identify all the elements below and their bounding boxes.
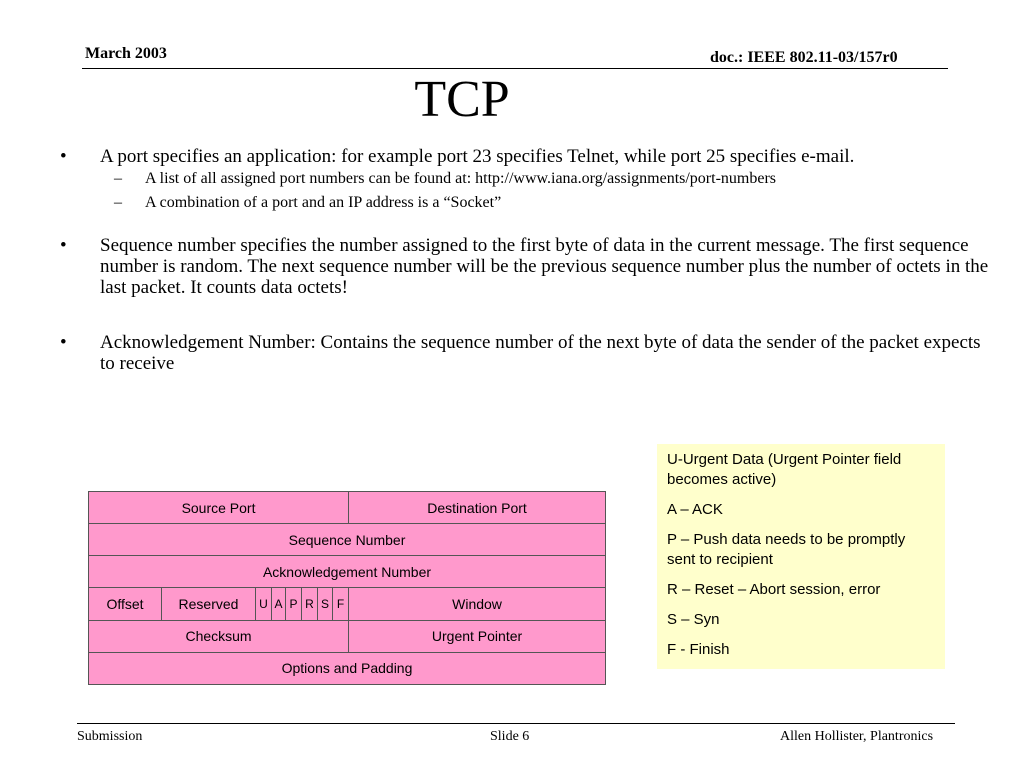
flag-ack: A xyxy=(272,588,286,620)
slide-title: TCP xyxy=(414,71,510,128)
flag-finish: F xyxy=(333,588,349,620)
field-window: Window xyxy=(349,588,606,620)
header-date: March 2003 xyxy=(85,45,167,62)
legend-syn: S – Syn xyxy=(667,611,720,628)
dash-marker: – xyxy=(114,194,122,211)
bullet-marker: • xyxy=(60,146,67,167)
bullet-acknowledgement-number xyxy=(60,332,990,374)
footer-submission: Submission xyxy=(77,729,143,744)
bullet-text: Sequence number specifies the number assigned to the first byte of data in the current message. The first sequence number is random. The next sequence number will be the previous sequence number plus the number of octets in the last packet. It counts data octets! xyxy=(100,235,989,298)
bullet-marker: • xyxy=(60,332,67,353)
sub-bullet-text: A list of all assigned port numbers can be found at: http://www.iana.org/assignments/port-numbers xyxy=(145,170,777,187)
footer-rule xyxy=(77,723,955,724)
legend-finish: F - Finish xyxy=(667,641,730,658)
field-source-port: Source Port xyxy=(89,492,349,524)
bullet-text: Acknowledgement Number: Contains the sequence number of the next byte of data the sender of the packet expects to receive xyxy=(100,332,981,374)
flag-reset: R xyxy=(302,588,318,620)
field-offset: Offset xyxy=(89,588,162,620)
bullet-ports xyxy=(60,146,990,167)
flag-syn: S xyxy=(318,588,333,620)
field-sequence-number: Sequence Number xyxy=(89,524,606,556)
dash-marker: – xyxy=(114,170,122,187)
tcp-header-diagram xyxy=(88,491,606,685)
bullet-text: A port specifies an application: for example port 23 specifies Telnet, while port 25 specifies e-mail. xyxy=(100,146,855,167)
bullet-list xyxy=(60,146,990,374)
footer-slide-number: Slide 6 xyxy=(490,729,530,744)
footer-author: Allen Hollister, Plantronics xyxy=(780,729,934,744)
field-reserved: Reserved xyxy=(162,588,256,620)
sub-bullet-port-numbers xyxy=(60,167,990,191)
field-destination-port: Destination Port xyxy=(349,492,606,524)
sub-bullet-text: A combination of a port and an IP address is a “Socket” xyxy=(145,194,502,211)
flag-push: P xyxy=(286,588,302,620)
flags-legend xyxy=(657,444,945,669)
field-acknowledgement-number: Acknowledgement Number xyxy=(89,556,606,588)
flag-urgent: U xyxy=(256,588,272,620)
legend-reset: R – Reset – Abort session, error xyxy=(667,581,881,598)
legend-urgent: U-Urgent Data (Urgent Pointer field becomes active) xyxy=(667,451,902,488)
legend-push: P – Push data needs to be promptly sent to recipient xyxy=(667,531,906,568)
legend-ack: A – ACK xyxy=(667,501,723,518)
bullet-sequence-number xyxy=(60,235,990,298)
sub-bullet-socket xyxy=(60,191,990,215)
field-checksum: Checksum xyxy=(89,620,349,652)
header-doc-id: doc.: IEEE 802.11-03/157r0 xyxy=(710,49,898,66)
field-options-and-padding: Options and Padding xyxy=(89,652,606,684)
bullet-marker: • xyxy=(60,235,67,256)
field-urgent-pointer: Urgent Pointer xyxy=(349,620,606,652)
